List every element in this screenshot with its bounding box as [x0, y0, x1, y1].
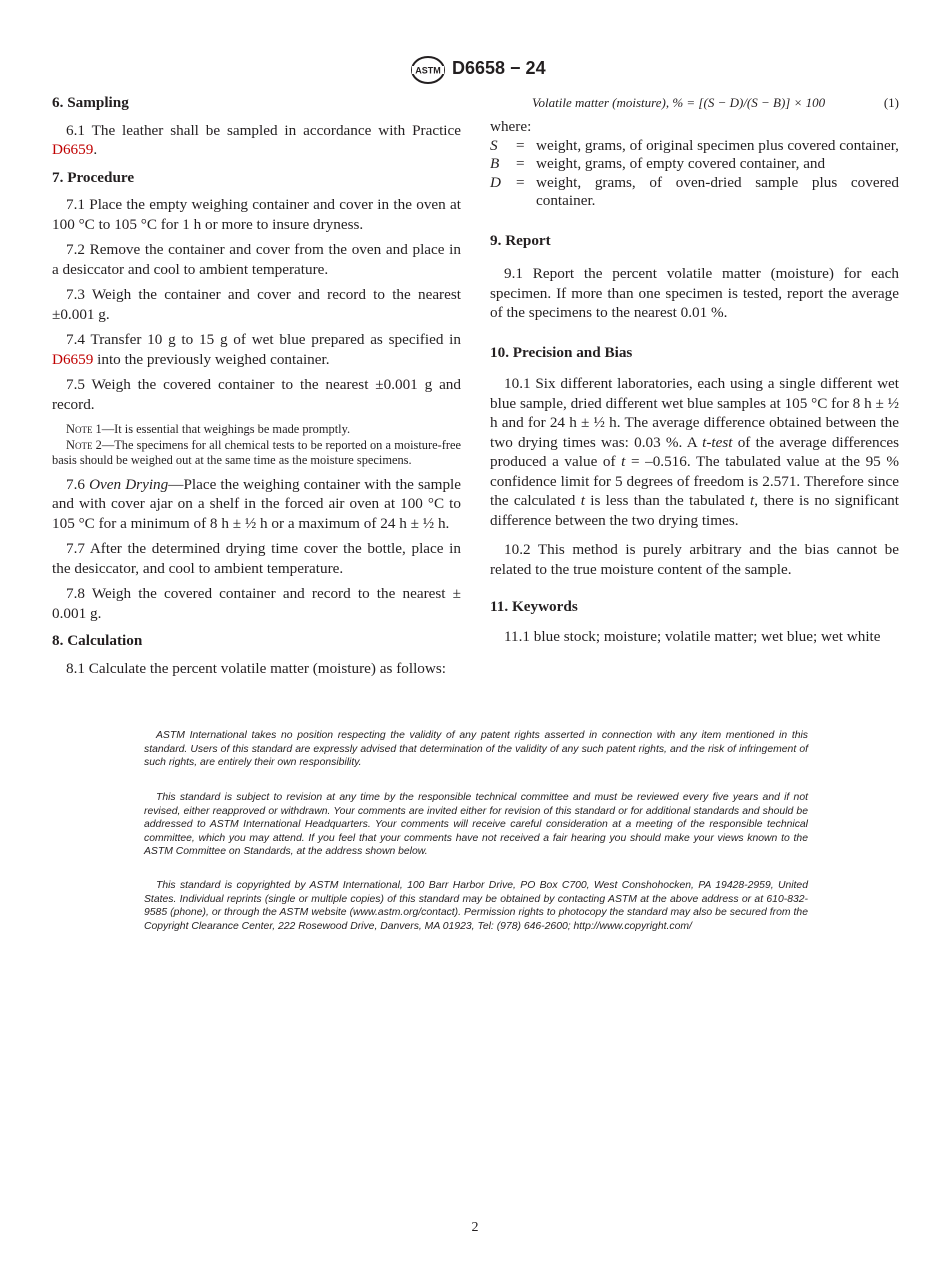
text-emphasis: Oven Drying — [89, 475, 169, 493]
page-header — [0, 56, 950, 84]
paragraph-7-8: 7.8 Weigh the covered container and record to the nearest ± 0.001 g. — [52, 585, 461, 622]
paragraph-10-2: 10.2 This method is purely arbitrary and the bias cannot be related to the true moisture content of the sample. — [490, 541, 899, 578]
definition-row — [490, 174, 899, 211]
text: 10.1 Six different laboratories, each using a single different wet blue sample, dried different wet blue samples at 105 °C for 8 h ± ½ h and for 24 h ± ½ h. The average difference obtained between the two drying times was: 0.03 %. A — [490, 375, 899, 451]
equation-formula: Volatile matter (moisture), % = [(S − D)/(S − B)] × 100 — [532, 95, 826, 110]
footer-copyright-notice — [144, 879, 808, 933]
text: into the previously weighed container. — [93, 350, 330, 368]
definition-equals: = — [516, 136, 525, 154]
text-emphasis: t — [580, 492, 585, 509]
definition-text: weight, grams, of empty covered container, and — [536, 155, 826, 172]
definition-symbol: D — [490, 173, 501, 191]
paragraph-7-3: 7.3 Weigh the container and cover and record to the nearest ±0.001 g. — [52, 286, 461, 323]
footer-paragraph: This standard is copyrighted by ASTM International, 100 Barr Harbor Drive, PO Box C700, West Conshohocken, PA 19428-2959, United States. Individual reprints (single or multiple copies) of this standard may be obtained by contacting ASTM at the above address or at 610-832-9585 (phone), or through the ASTM website (www.astm.org/contact). Permission rights to photocopy the standard may also be secured from the Copyright Clearance Center, 222 Rosewood Drive, Danvers, MA 01923, Tel: (978) 646-2600; http://www.copyright.com/ — [144, 880, 808, 932]
left-column — [52, 93, 461, 684]
where-label: where: — [490, 118, 532, 135]
section-10-heading: 10. Precision and Bias — [490, 343, 633, 361]
text: —Place the weighing container with the sample and with cover ajar on a shelf in the forced air oven at 100 °C to 105 °C for a minimum of 8 h ± ½ h or a maximum of 24 h ± ½ h. — [52, 475, 462, 532]
section-6-heading: 6. Sampling — [52, 94, 129, 111]
footer-paragraph: This standard is subject to revision at any time by the responsible technical committee and must be reviewed every five years and if not revised, either reapproved or withdrawn. Your comments are invited either for revision of this standard or for additional standards and should be addressed to ASTM International Headquarters. Your comments will receive careful consideration at a meeting of the responsible technical committee, which you may attend. If you feel that your comments have not received a fair hearing you should make your views known to the ASTM Committee on Standards, at the address shown below. — [144, 792, 808, 858]
footer-paragraph: ASTM International takes no position respecting the validity of any patent rights asserted in connection with any item mentioned in this standard. Users of this standard are expressly advised that determination of the validity of any such patent rights, and the risk of infringement of such rights, are entirely their own responsibility. — [144, 730, 808, 769]
paragraph-8-1: 8.1 Calculate the percent volatile matter (moisture) as follows: — [66, 659, 446, 677]
definition-symbol: B — [490, 155, 500, 172]
paragraph-9-1: 9.1 Report the percent volatile matter (moisture) for each specimen. If more than one specimen is tested, report the average of the specimens to the nearest 0.01 %. — [490, 265, 899, 321]
section-9-heading: 9. Report — [490, 231, 551, 249]
paragraph-7-1: 7.1 Place the empty weighing container and cover in the oven at 100 °C to 105 °C for 1 h or more to insure dryness. — [52, 196, 461, 233]
paragraph-7-6 — [52, 475, 461, 534]
note-text: 1—It is essential that weighings be made promptly. — [92, 422, 351, 436]
section-11-heading: 11. Keywords — [490, 598, 578, 615]
text: 7.6 — [66, 475, 90, 493]
paragraph-7-7: 7.7 After the determined drying time cover the bottle, place in the desiccator, and cool to ambient temperature. — [52, 540, 461, 577]
paragraph-6-1 — [52, 121, 461, 160]
paragraph-7-4 — [52, 330, 461, 369]
paragraph-7-5: 7.5 Weigh the covered container to the nearest ±0.001 g and record. — [52, 376, 461, 413]
text: . — [93, 141, 98, 158]
right-column — [490, 93, 899, 652]
text: = –0.516. The tabulated value at the 95 % confidence limit for 5 degrees of freedom is 2.571. Therefore since the calculated — [490, 453, 900, 509]
equation-1 — [490, 93, 899, 117]
definition-symbol: S — [490, 136, 498, 154]
document-id: D6658 − 24 — [452, 58, 546, 78]
equation-number: (1) — [883, 95, 899, 110]
d6659-link[interactable]: D6659 — [52, 141, 94, 158]
text-emphasis: t — [621, 453, 626, 470]
section-8-heading: 8. Calculation — [52, 632, 143, 649]
text: of the average differences produced a value of — [490, 433, 899, 470]
note-label: Note — [66, 437, 93, 452]
text-emphasis: t — [750, 492, 755, 509]
definition-equals: = — [516, 173, 525, 191]
note-2 — [52, 438, 461, 469]
section-7-heading: 7. Procedure — [52, 168, 135, 186]
definition-row — [490, 155, 899, 174]
definition-equals: = — [516, 155, 525, 172]
variable-definitions — [490, 137, 899, 211]
text: is less than the tabulated — [584, 492, 750, 509]
paragraph-10-1 — [490, 374, 899, 530]
text: 6.1 The leather shall be sampled in accordance with Practice — [66, 121, 461, 139]
definition-text: weight, grams, of original specimen plus covered container, — [536, 136, 899, 154]
text-emphasis: t-test — [702, 433, 733, 451]
logo-text: ASTM — [415, 65, 441, 76]
note-1 — [52, 422, 461, 438]
paragraph-11-1: 11.1 blue stock; moisture; volatile matter; wet blue; wet white — [504, 627, 881, 645]
paragraph-7-2: 7.2 Remove the container and cover from the oven and place in a desiccator and cool to ambient temperature. — [52, 241, 461, 278]
definition-row — [490, 137, 899, 156]
note-label: Note — [66, 422, 93, 436]
footer-revision-notice — [144, 791, 808, 859]
page-number: 2 — [471, 1220, 479, 1235]
astm-logo — [409, 56, 447, 84]
text: , there is no significant difference between the two drying times. — [490, 492, 899, 529]
text: 7.4 Transfer 10 g to 15 g of wet blue prepared as specified in — [66, 331, 461, 348]
definition-text: weight, grams, of oven-dried sample plus covered container. — [536, 173, 899, 209]
note-text: 2—The specimens for all chemical tests to be reported on a moisture-free basis should be weighed out at the same time as the moisture specimens. — [52, 437, 461, 467]
d6659-link[interactable]: D6659 — [52, 350, 94, 368]
footer-patent-notice — [144, 729, 808, 770]
